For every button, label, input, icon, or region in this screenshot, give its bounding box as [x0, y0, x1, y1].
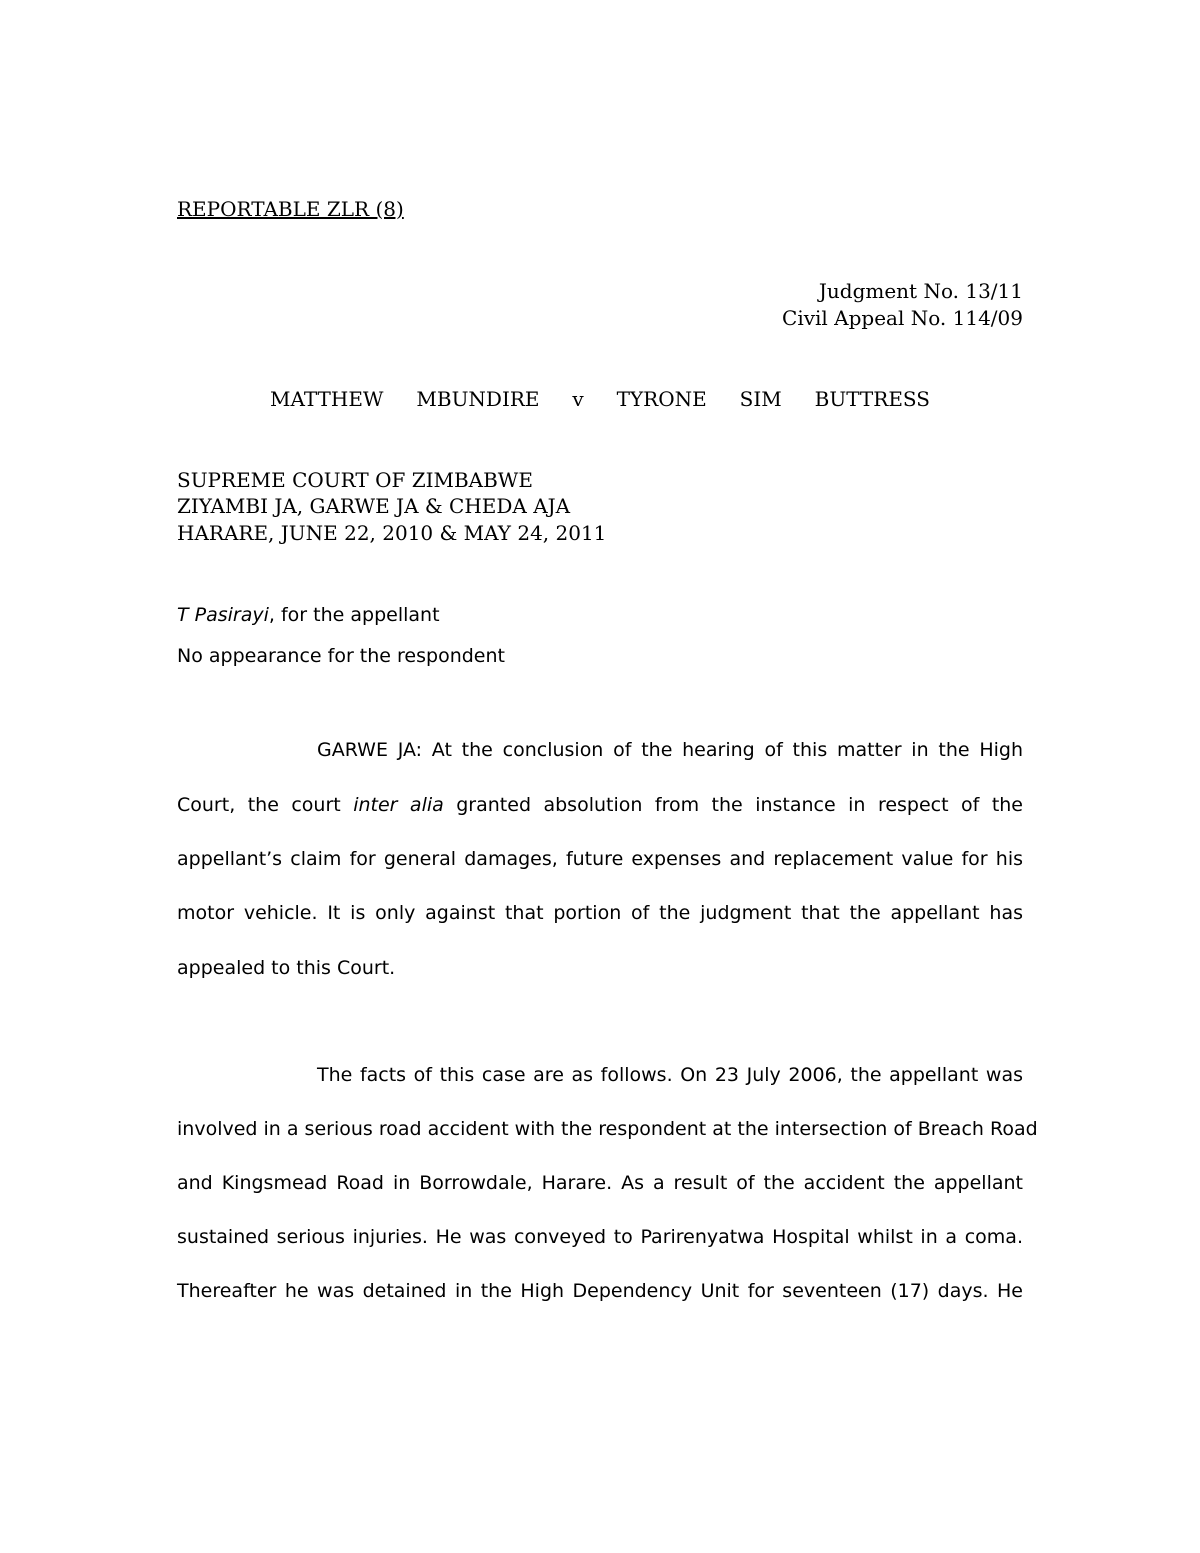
paragraph1-line1: GARWE JA: At the conclusion of the hearing of this matter in the High: [317, 739, 1023, 761]
paragraph2-line4: sustained serious injuries. He was conveyed to Parirenyatwa Hospital whilst in a coma.: [177, 1226, 1023, 1248]
paragraph1-line4: motor vehicle. It is only against that portion of the judgment that the appellant has: [177, 902, 1023, 924]
party-word: SIM: [739, 387, 782, 411]
paragraph2-line5: Thereafter he was detained in the High Dependency Unit for seventeen (17) days. He: [177, 1280, 1023, 1302]
civil-appeal-number: Civil Appeal No. 114/09: [782, 306, 1023, 330]
party-word: MATTHEW: [270, 387, 384, 411]
paragraph1-line2-start: Court, the court: [177, 794, 354, 816]
paragraph1-latin-phrase: inter alia: [353, 794, 444, 816]
party-word: TYRONE: [616, 387, 707, 411]
case-parties: [270, 386, 930, 412]
party-word: v: [572, 387, 584, 411]
paragraph1-line3: appellant’s claim for general damages, future expenses and replacement value for his: [177, 848, 1023, 870]
party-word: MBUNDIRE: [416, 387, 540, 411]
hearing-dates: HARARE, JUNE 22, 2010 & MAY 24, 2011: [177, 521, 607, 545]
paragraph1-line5: appealed to this Court.: [177, 957, 396, 979]
paragraph1-line2: [177, 792, 1023, 818]
paragraph2-line1: The facts of this case are as follows. On 23 July 2006, the appellant was: [317, 1064, 1023, 1086]
paragraph2-line3: and Kingsmead Road in Borrowdale, Harare. As a result of the accident the appellant: [177, 1172, 1023, 1194]
counsel-appellant-name: T Pasirayi: [177, 604, 269, 626]
counsel-appellant: [177, 602, 440, 628]
court-name: SUPREME COURT OF ZIMBABWE: [177, 468, 533, 492]
paragraph2-line2: involved in a serious road accident with the respondent at the intersection of Breach Road: [177, 1118, 1038, 1140]
paragraph1-line2-end: granted absolution from the instance in respect of the: [443, 794, 1023, 816]
counsel-respondent: No appearance for the respondent: [177, 645, 505, 667]
judgment-number: Judgment No. 13/11: [818, 279, 1023, 303]
reportable-heading: REPORTABLE ZLR (8): [177, 197, 404, 221]
judges: ZIYAMBI JA, GARWE JA & CHEDA AJA: [177, 494, 571, 518]
party-word: BUTTRESS: [814, 387, 930, 411]
counsel-appellant-role: , for the appellant: [268, 604, 440, 626]
